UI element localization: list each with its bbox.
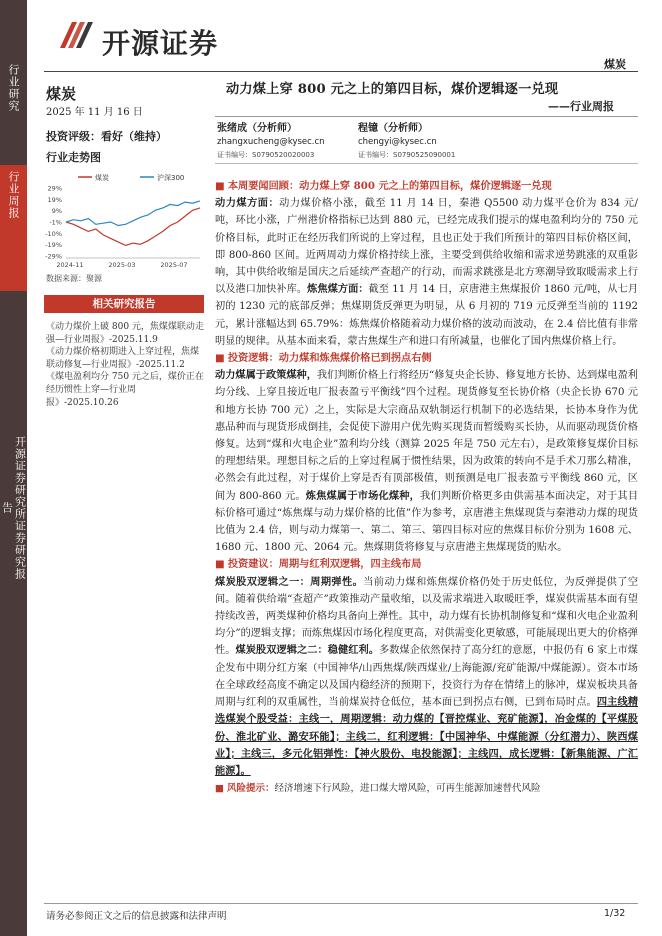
y-tick-label: -19% — [45, 241, 62, 250]
sidebar-label-weekly: 行业周报 — [0, 165, 27, 291]
title-rule — [215, 116, 638, 117]
related-report-item[interactable]: 《动力煤价格初期进入上穿过程，焦煤联动修复—行业周报》-2025.11.2 — [46, 347, 200, 370]
y-tick-label: -1% — [49, 218, 62, 227]
analyst-cert: 证书编号：S0790520020003 — [217, 151, 315, 159]
stock-picks: 四主线精选煤炭个股受益：主线一，周期逻辑：动力煤的【晋控煤业、兖矿能源】，冶金煤的【平煤股份、淮北矿业、潞安环能】；主线二，红利逻辑：【中国神华、中煤能源（分红潜力）、陕西煤业】；主线三，多元化铝弹性：【神火股份、电投能源】；主线四，成长逻辑：【新集能源、广汇能源】。 — [215, 696, 639, 777]
x-tick-label: 2025-07 — [160, 261, 188, 269]
bullet-square-icon: ■ — [215, 353, 228, 365]
sidebar-label-institute: 开源证券研究所证券研究报告 — [0, 430, 27, 580]
page-number: 1/32 — [604, 908, 626, 919]
logo-text: 开源证券 — [102, 27, 219, 60]
bullet-square-icon: ■ — [215, 783, 227, 795]
section-investment-logic: ■ 投资逻辑：动力煤和炼焦煤价格已到拐点右侧 动力煤属于政策煤种，我们判断价格上行将经历“修复央企长协、修复地方长协、达到煤电盈利均分线、上穿且接近电厂报表盈亏平衡线”四个过程。现货修复至长协价格（央企长协 670 元和地方长协 700 元）之上，实际是大宗商品双轨制运行机制下的必选结果，长协本身作为优惠品种而与现货形成倒挂，会促使下游用户优先购买现货而暂缓购买长协，从而驱动现货价格修复。达到“煤和火电企业”盈利均分线（测算 2025 年是 750 元左右），是政策修复煤价目标的理想结果。理想目标之后的上穿过程属于惯性结果，因为政策的转向不是手术刀那么精准，必然会有此过程，对于煤价上穿是否有顶部极值，则预测是电厂报表盈亏平衡线 860 元，区间为 800-860 元。炼焦煤属于市场化煤种，我们判断价格更多由供需基本面决定，对于其目标价格可通过“炼焦煤与动力煤价格的比值”作为参考，京唐港主焦煤现货与秦港动力煤的现货比值为 2.4 倍，则与动力煤第一、第二、第三、第四目标对应的焦煤目标价分别为 1608 元、1680 元、1800 元、2064 元。焦煤期货将修复与京唐港主焦煤现货的贴水。 — [215, 352, 639, 554]
related-reports-title: 相关研究报告 — [44, 295, 204, 313]
report-subtitle: ——行业周报 — [548, 100, 614, 113]
y-tick-label: 19% — [47, 195, 62, 204]
legend-label-csi300: 沪深300 — [157, 174, 185, 182]
analyst-email[interactable]: chengyi@kysec.cn — [358, 137, 437, 147]
section-risk: ■ 风险提示：经济增速下行风险，进口煤大增风险，可再生能源加速替代风险 — [215, 783, 541, 795]
analyst-cert: 证书编号：S0790525090001 — [358, 151, 456, 159]
bullet-square-icon: ■ — [215, 181, 228, 192]
footer-disclaimer: 请务必参阅正文之后的信息披露和法律声明 — [46, 911, 227, 922]
section-weekly-review: ■ 本周要闻回顾：动力煤上穿 800 元之上的第四目标，煤价逻辑逐一兑现 动力煤方面：动力煤价格小涨，截至 11 月 14 日，秦港 Q5500 动力煤平仓价为 834 元/吨，环比小涨，广州港价格指标已达到 880 元，已经完成我们提示的煤电盈利均分的 750 元价格目标，此时正在经历我们所说的上穿过程，且也正处于我们所预计的第四目标价格区间，即 800-860 区间。近两周动力煤价格持续上涨，主要受到供给收缩和需求逆势跳涨的双重影响，其中供给收缩是国庆之后延续严查超产的行动，而需求跳涨是北方寒潮导致取暖需求上行以及港口加快补库。炼焦煤方面：截至 11 月 14 日，京唐港主焦煤报价 1860 元/吨，从七月初的 1230 元的底部反弹；焦煤期货反弹更为明显，从 6 月初的 719 元反弹至当前的 1192 元，累计涨幅达到 65.79%：炼焦煤价格随着动力煤价格的波动而波动，在 2.4 倍比值有非常明显的规律。从基本面来看，蒙古焦煤生产和进口有所减量，也催化了国内焦煤价格上行。 — [215, 180, 639, 347]
analyst-name: 程镱（分析师） — [358, 123, 428, 134]
analyst-1 — [217, 122, 325, 161]
chart-legend — [78, 173, 184, 182]
industry-name: 煤炭 — [46, 85, 77, 103]
report-body — [215, 178, 638, 797]
report-date: 2025 年 11 月 16 日 — [46, 107, 143, 118]
y-tick-label: 9% — [51, 207, 62, 216]
related-reports-list — [46, 321, 206, 409]
legend-label-coal: 煤炭 — [95, 174, 109, 182]
related-report-item[interactable]: 《动力煤价上破 800 元，焦煤煤联动走强—行业周报》-2025.11.9 — [46, 322, 204, 345]
header-rule — [44, 71, 638, 72]
analyst-rule — [215, 163, 638, 164]
report-title: 动力煤上穿 800 元之上的第四目标，煤价逻辑逐一兑现 — [226, 82, 559, 97]
data-source: 数据来源：聚源 — [46, 274, 102, 283]
logo-mark-icon — [58, 18, 98, 54]
series-line-0 — [66, 208, 200, 246]
logo — [58, 18, 98, 58]
series-line-1 — [66, 201, 200, 226]
analyst-name: 张绪成（分析师） — [217, 123, 297, 134]
section-investment-advice: ■ 投资建议：周期与红利双逻辑，四主线布局 煤炭股双逻辑之一：周期弹性。当前动力煤和炼焦煤价格仍处于历史低位，为反弹提供了空间。随着供给端“查超产”政策推动产量收缩，以及需求端进入取暖旺季，煤炭供需基本面有望持续改善，两类煤种价格均具备向上弹性。其中，动力煤有长协机制修复和“煤和火电企业盈利均分”的逻辑支撑；而炼焦煤因市场化程度更高，对供需变化更敏感，可能展现出更大的价格弹性。煤炭股双逻辑之二：稳健红利。多数煤企依然保持了高分红的意愿，中报仍有 6 家上市煤企发布中期分红方案（中国神华/山西焦煤/陕西煤业/上海能源/兖矿能源/中煤能源）。资本市场在全球政经高度不确定以及国内稳经济的预期下，投资行为存在情绪上的脉冲，煤炭板块具备周期与红利的双重属性，当前煤炭持仓低位，基本面已到拐点右侧，已到布局时点。四主线精选煤炭个股受益：主线一，周期逻辑：动力煤的【晋控煤业、兖矿能源】，冶金煤的【平煤股份、淮北矿业、潞安环能】；主线二，红利逻辑：【中国神华、中煤能源（分红潜力）、陕西煤业】；主线三，多元化铝弹性：【神火股份、电投能源】；主线四，成长逻辑：【新集能源、广汇能源】。 — [215, 558, 639, 777]
trend-title: 行业走势图 — [46, 151, 101, 164]
y-tick-label: -10% — [45, 229, 62, 238]
trend-chart — [40, 168, 208, 286]
y-tick-label: 29% — [47, 184, 62, 193]
x-tick-label: 2025-03 — [108, 261, 136, 269]
rating: 投资评级：看好（维持） — [46, 130, 167, 143]
footer-rule — [44, 903, 638, 904]
y-tick-label: -29% — [45, 252, 62, 261]
related-report-item[interactable]: 《煤电盈利均分 750 元之后，煤价正在经历惯性上穿—行业周报》-2025.10.26 — [46, 372, 204, 408]
bullet-square-icon: ■ — [215, 559, 228, 571]
industry-tag: 煤炭 — [604, 58, 626, 71]
analyst-2 — [358, 122, 455, 161]
sidebar-label-research: 行业研究 — [0, 58, 27, 165]
x-tick-label: 2024-11 — [56, 261, 84, 269]
analyst-email[interactable]: zhangxucheng@kysec.cn — [217, 137, 325, 147]
